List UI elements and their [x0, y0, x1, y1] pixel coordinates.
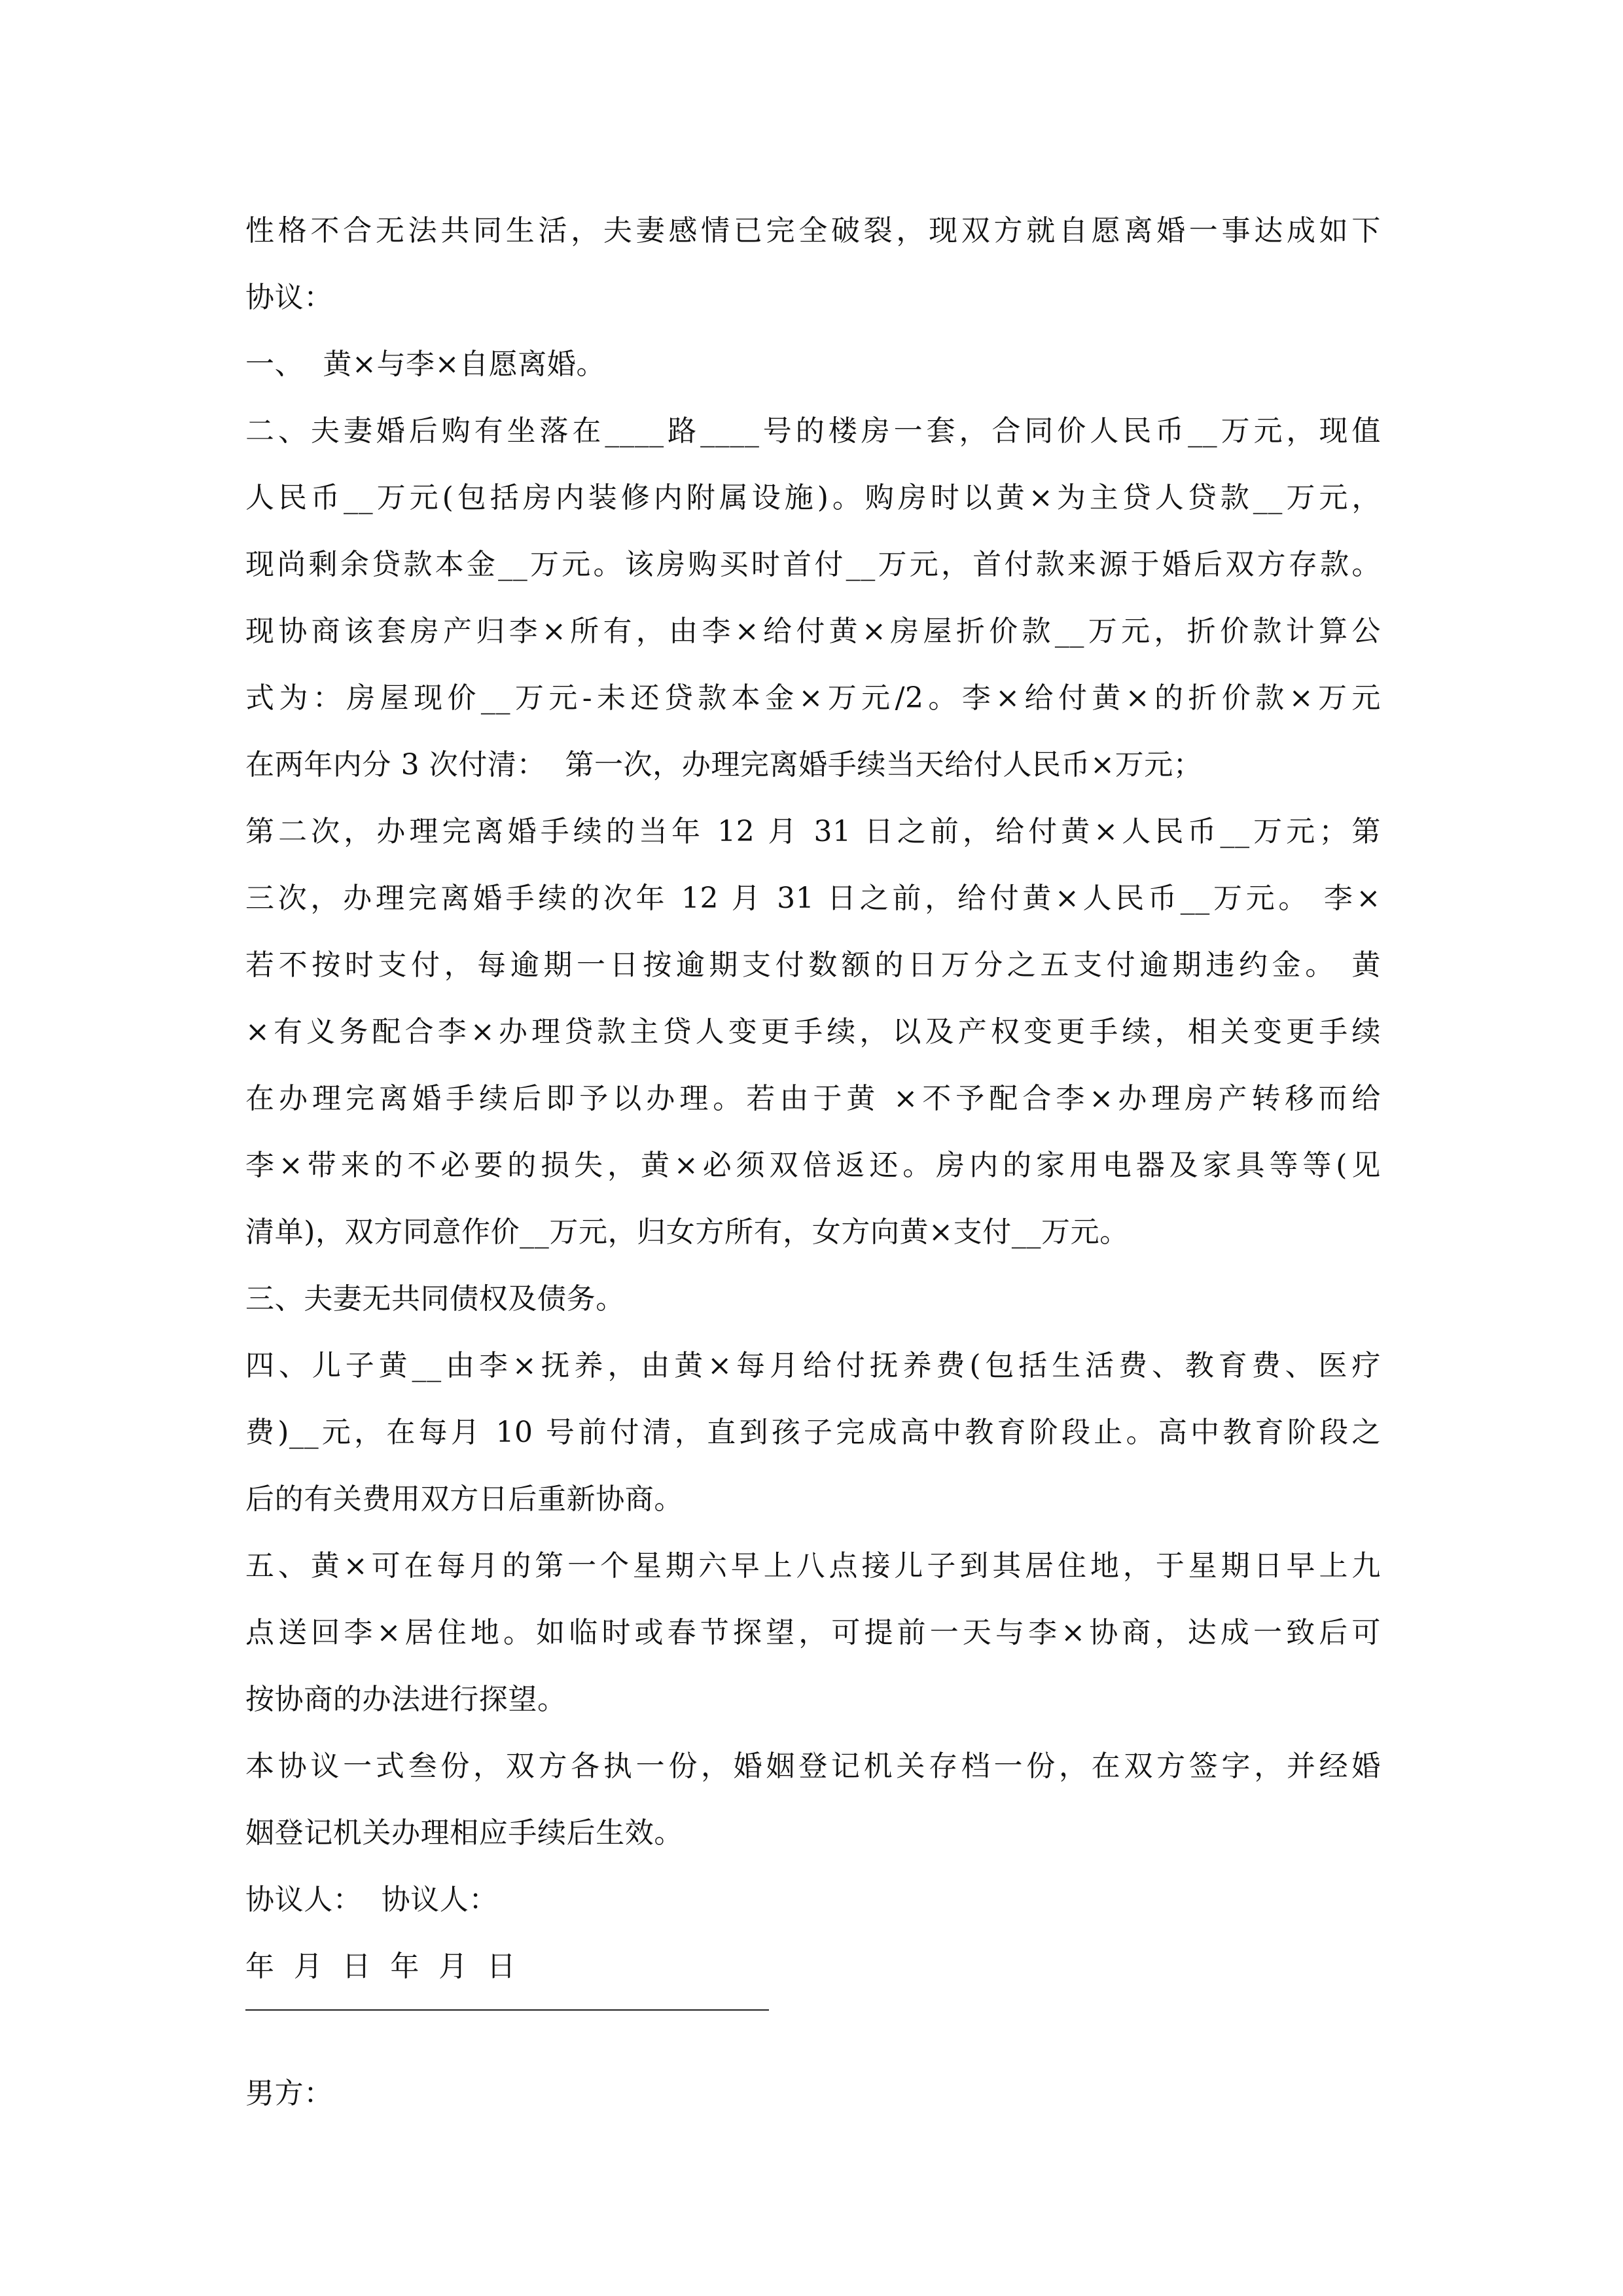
clause-2-line: 第二次，办理完离婚手续的当年 12 月 31 日之前，给付黄×人民币__万元；第 — [245, 815, 1381, 848]
clause-2-line: ×有义务配合李×办理贷款主贷人变更手续，以及产权变更手续，相关变更手续 — [245, 1015, 1381, 1049]
clause-2-line: 李×带来的不必要的损失，黄×必须双倍返还。房内的家用电器及家具等等(见 — [245, 1149, 1381, 1182]
clause-5-line: 按协商的办法进行探望。 — [245, 1683, 567, 1716]
signature-dates: 年 月 日 年 月 日 — [245, 1950, 516, 1983]
clause-2-line: 清单)，双方同意作价__万元，归女方所有，女方向黄×支付__万元。 — [245, 1215, 1129, 1249]
clause-4-line: 后的有关费用双方日后重新协商。 — [245, 1482, 683, 1516]
clause-2-line: 三次，办理完离婚手续的次年 12 月 31 日之前，给付黄×人民币__万元。 李× — [245, 882, 1381, 915]
male-party-label: 男方： — [245, 2077, 333, 2110]
clause-5-line: 五、黄×可在每月的第一个星期六早上八点接儿子到其居住地，于星期日早上九 — [245, 1549, 1381, 1583]
effectiveness-line: 姻登记机关办理相应手续后生效。 — [245, 1816, 683, 1850]
effectiveness-line: 本协议一式叁份，双方各执一份，婚姻登记机关存档一份，在双方签字，并经婚 — [245, 1749, 1381, 1783]
clause-1: 一、 黄×与李×自愿离婚。 — [245, 348, 606, 381]
separator-rule — [245, 2009, 769, 2011]
clause-4-line: 费)__元，在每月 10 号前付清，直到孩子完成高中教育阶段止。高中教育阶段之 — [245, 1416, 1381, 1449]
document-page — [245, 207, 1381, 2136]
clause-2-line: 人民币__万元(包括房内装修内附属设施)。购房时以黄×为主贷人贷款__万元， — [245, 481, 1381, 514]
clause-3: 三、夫妻无共同债权及债务。 — [245, 1282, 625, 1316]
clause-2-line: 二、夫妻婚后购有坐落在____路____号的楼房一套，合同价人民币__万元，现值 — [245, 414, 1381, 448]
clause-2-line: 式为：房屋现价__万元-未还贷款本金×万元/2。李×给付黄×的折价款×万元 — [245, 681, 1381, 715]
clause-2-line: 若不按时支付，每逾期一日按逾期支付数额的日万分之五支付逾期违约金。 黄 — [245, 948, 1381, 982]
paragraph-line: 性格不合无法共同生活，夫妻感情已完全破裂，现双方就自愿离婚一事达成如下 — [245, 214, 1381, 247]
clause-5-line: 点送回李×居住地。如临时或春节探望，可提前一天与李×协商，达成一致后可 — [245, 1616, 1381, 1649]
clause-2-line: 在两年内分 3 次付清： 第一次，办理完离婚手续当天给付人民币×万元； — [245, 748, 1203, 781]
paragraph-line: 协议： — [245, 281, 333, 314]
clause-2-line: 在办理完离婚手续后即予以办理。若由于黄 ×不予配合李×办理房产转移而给 — [245, 1082, 1381, 1115]
clause-2-line: 现尚剩余贷款本金__万元。该房购买时首付__万元，首付款来源于婚后双方存款。 — [245, 548, 1381, 581]
clause-4-line: 四、儿子黄__由李×抚养，由黄×每月给付抚养费(包括生活费、教育费、医疗 — [245, 1349, 1381, 1382]
signature-labels: 协议人： 协议人： — [245, 1883, 498, 1916]
clause-2-line: 现协商该套房产归李×所有，由李×给付黄×房屋折价款__万元，折价款计算公 — [245, 615, 1381, 648]
